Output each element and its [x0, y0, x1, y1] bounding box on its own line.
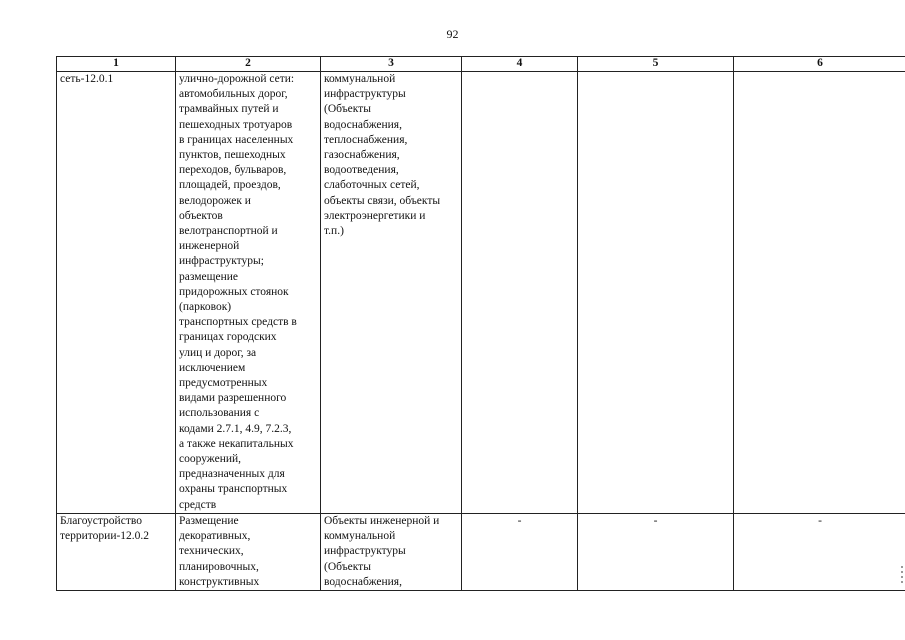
column-header-5: 5 [578, 57, 734, 72]
page-number: 92 [446, 27, 459, 41]
table-row [57, 72, 905, 514]
cell-column-4: - [462, 513, 578, 590]
column-header-4: 4 [462, 57, 578, 72]
cell-column-5: - [578, 513, 734, 590]
cell-land-use-description: Размещение декоративных, технических, планировочных, конструктивных [176, 513, 321, 590]
cell-column-4 [462, 72, 578, 514]
cell-land-use-name: сеть-12.0.1 [57, 72, 176, 514]
cell-column-6 [734, 72, 905, 514]
scan-artifact [901, 566, 903, 584]
cell-column-6: - [734, 513, 905, 590]
cell-column-5 [578, 72, 734, 514]
table-header-row [57, 57, 905, 72]
cell-land-use-description: улично-дорожной сети: автомобильных дорог, трамвайных путей и пешеходных тротуаров в границах населенных пунктов, пешеходных переходов, бульваров, площадей, проездов, велодорожек и объектов велотранспортной и инженерной инфраструктуры; размещение придорожных стоянок (парковок) транспортных средств в границах городских улиц и дорог, за исключением предусмотренных видами разрешенного использования с кодами 2.7.1, 4.9, 7.2.3, а также некапитальных сооружений, предназначенных для охраны транспортных средств [176, 72, 321, 514]
cell-land-use-name: Благоустройство территории-12.0.2 [57, 513, 176, 590]
table-row [57, 513, 905, 590]
column-header-2: 2 [176, 57, 321, 72]
regulations-table [56, 56, 905, 591]
column-header-1: 1 [57, 57, 176, 72]
cell-permitted-objects: Объекты инженерной и коммунальной инфраструктуры (Объекты водоснабжения, [321, 513, 462, 590]
column-header-3: 3 [321, 57, 462, 72]
cell-permitted-objects: коммунальной инфраструктуры (Объекты водоснабжения, теплоснабжения, газоснабжения, водоотведения, слаботочных сетей, объекты связи, объекты электроэнергетики и т.п.) [321, 72, 462, 514]
column-header-6: 6 [734, 57, 905, 72]
